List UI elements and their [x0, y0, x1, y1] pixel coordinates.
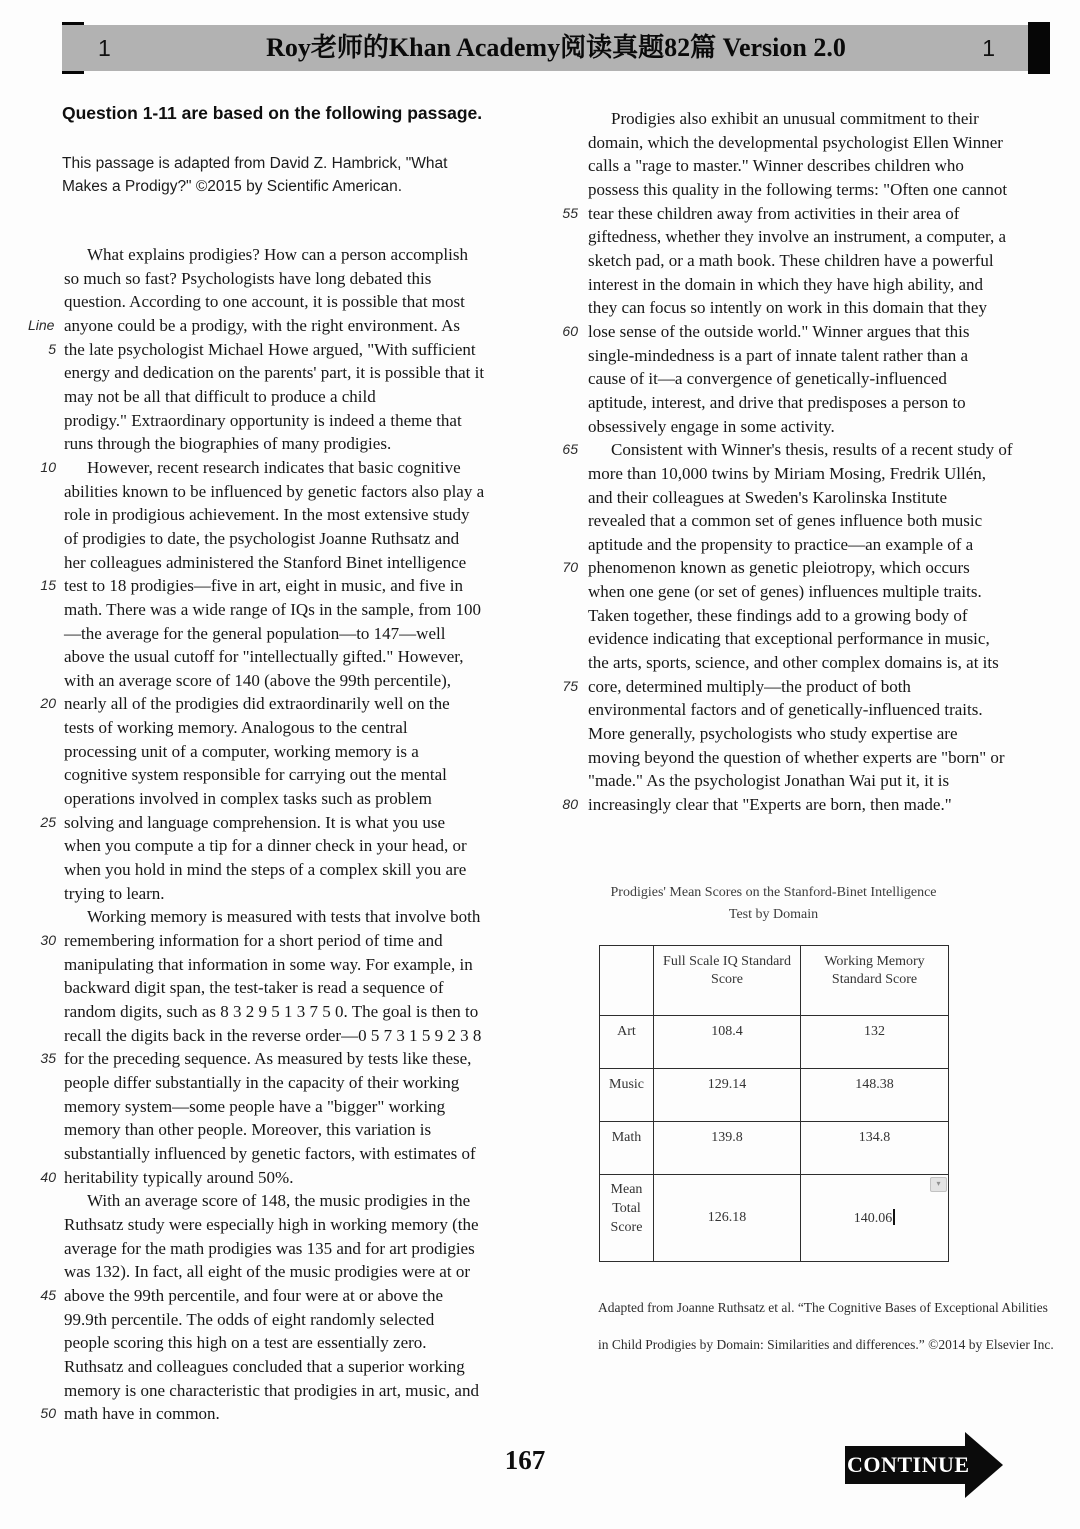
- line-number: [548, 296, 578, 320]
- table-cell-wm: 140.06: [801, 1175, 949, 1262]
- passage-line: [28, 1237, 484, 1261]
- line-number: 25: [40, 813, 56, 830]
- line-number: [548, 415, 578, 439]
- passage-line-text: substantially influenced by genetic factors, with estimates of: [64, 1143, 476, 1163]
- line-number: [28, 1095, 56, 1119]
- passage-line: [28, 622, 484, 646]
- line-number: [548, 225, 578, 249]
- passage-line: [28, 1189, 484, 1213]
- passage-line-text: trying to learn.: [64, 883, 165, 903]
- source-note: [62, 152, 447, 198]
- table-header-wm: Working Memory Standard Score: [801, 946, 949, 1016]
- line-number: [28, 1118, 56, 1142]
- passage-line-text: role in prodigious achievement. In the most extensive study: [64, 505, 470, 525]
- line-number: 70: [562, 559, 578, 576]
- passage-line: [28, 551, 484, 575]
- table-row-label: Art: [600, 1016, 654, 1069]
- passage-line: [28, 740, 484, 764]
- passage-line-text: domain, which the developmental psychologist Ellen Winner: [588, 132, 1003, 152]
- passage-line-text: With an average score of 148, the music prodigies in the: [87, 1191, 471, 1211]
- line-number: 45: [40, 1286, 56, 1303]
- line-number: [548, 249, 578, 273]
- line-number: 80: [562, 796, 578, 813]
- line-number: [28, 1331, 56, 1355]
- passage-line: [548, 486, 1013, 510]
- table-row: [600, 1122, 949, 1175]
- line-number: [28, 834, 56, 858]
- figure-caption-line: in Child Prodigies by Domain: Similarities and differences.” ©2014 by Elsevier Inc.: [598, 1337, 1054, 1352]
- table-cell-iq: 126.18: [654, 1175, 801, 1262]
- table-row: [600, 1016, 949, 1069]
- passage-line-text: However, recent research indicates that basic cognitive: [87, 457, 461, 477]
- passage-line-text: Prodigies also exhibit an unusual commitment to their: [611, 109, 979, 128]
- passage-line-text: anyone could be a prodigy, with the right environment. As: [64, 315, 460, 335]
- passage-line-text: when one gene (or set of genes) influences multiple traits.: [588, 582, 982, 602]
- line-number: [28, 953, 56, 977]
- passage-line: [28, 574, 484, 598]
- table-row-label: Music: [600, 1069, 654, 1122]
- passage-line-text: nearly all of the prodigies did extraordinarily well on the: [64, 694, 450, 714]
- document-title: Roy老师的Khan Academy阅读真题82篇 Version 2.0: [266, 33, 846, 62]
- passage-line: [548, 202, 1013, 226]
- continue-arrow-icon: [965, 1432, 1003, 1498]
- passage-line: [548, 769, 1013, 793]
- table-row: [600, 1069, 949, 1122]
- table-header-iq: Full Scale IQ Standard Score: [654, 946, 801, 1016]
- passage-line-text: above the usual cutoff for "intellectually gifted." However,: [64, 647, 464, 667]
- line-number: [548, 698, 578, 722]
- passage-line-text: Ruthsatz and colleagues concluded that a superior working: [64, 1356, 465, 1376]
- passage-line: [548, 107, 1013, 131]
- line-number: [548, 722, 578, 746]
- passage-line-text: the arts, sports, science, and other complex domains is, at its: [588, 653, 999, 673]
- line-number: 75: [562, 677, 578, 694]
- line-number: 55: [562, 204, 578, 221]
- passage-line: [28, 692, 484, 716]
- passage-line: [28, 456, 484, 480]
- passage-line: [28, 1260, 484, 1284]
- passage-line-text: average for the math prodigies was 135 and for art prodigies: [64, 1238, 475, 1258]
- line-number: [548, 344, 578, 368]
- passage-line: [28, 1071, 484, 1095]
- line-number: [28, 432, 56, 456]
- passage-line: [28, 645, 484, 669]
- passage-line-text: "made." As the psychologist Jonathan Wai put it, it is: [588, 771, 950, 791]
- passage-line: [548, 296, 1013, 320]
- line-number: 30: [40, 932, 56, 949]
- passage-line-text: people scoring this high on a test are essentially zero.: [64, 1333, 427, 1353]
- line-number: [28, 290, 56, 314]
- header-bar: [62, 25, 1050, 71]
- passage-line-text: heritability typically around 50%.: [64, 1167, 294, 1187]
- passage-line-text: increasingly clear that "Experts are born, then made.": [588, 795, 952, 815]
- line-number: 5: [48, 340, 56, 357]
- passage-line-text: moving beyond the question of whether experts are "born" or: [588, 747, 1005, 767]
- line-number: [28, 1308, 56, 1332]
- passage-line-text: question. According to one account, it is possible that most: [64, 292, 465, 312]
- line-number: 60: [562, 322, 578, 339]
- passage-line: [28, 480, 484, 504]
- passage-line-text: so much so fast? Psychologists have long debated this: [64, 268, 432, 288]
- passage-line: [548, 249, 1013, 273]
- line-number: [28, 503, 56, 527]
- passage-line: [548, 131, 1013, 155]
- passage-line-text: may not be all that difficult to produce a child: [64, 386, 376, 406]
- passage-line: [28, 361, 484, 385]
- source-note-line: This passage is adapted from David Z. Hambrick, "What: [62, 155, 448, 172]
- line-number: [548, 651, 578, 675]
- line-number: [548, 107, 578, 131]
- passage-line: [548, 556, 1013, 580]
- line-number: [28, 905, 56, 929]
- passage-line-text: solving and language comprehension. It is what you use: [64, 812, 446, 832]
- passage-line-text: when you compute a tip for a dinner check in your head, or: [64, 836, 467, 856]
- line-number: [548, 769, 578, 793]
- table-cell-iq: 129.14: [654, 1069, 801, 1122]
- line-number: [548, 178, 578, 202]
- passage-line: [28, 763, 484, 787]
- passage-line: [28, 290, 484, 314]
- line-number: [28, 1379, 56, 1403]
- passage-line-text: more than 10,000 twins by Miriam Mosing, Fredrik Ullén,: [588, 463, 987, 483]
- passage-line-text: her colleagues administered the Stanford Binet intelligence: [64, 552, 467, 572]
- line-number: 20: [40, 695, 56, 712]
- line-number: [548, 627, 578, 651]
- passage-line: [28, 669, 484, 693]
- line-number: [28, 716, 56, 740]
- line-number: [548, 509, 578, 533]
- passage-line-text: the late psychologist Michael Howe argued, "With sufficient: [64, 339, 476, 359]
- passage-line: [28, 243, 484, 267]
- passage-line: [28, 432, 484, 456]
- passage-line-text: when you hold in mind the steps of a complex skill you are: [64, 860, 467, 880]
- passage-line: [548, 793, 1013, 817]
- passage-line-text: recall the digits back in the reverse order—0 5 7 3 1 5 9 2 3 8: [64, 1025, 482, 1045]
- passage-line-text: for the preceding sequence. As measured by tests like these,: [64, 1049, 472, 1069]
- passage-line: [28, 834, 484, 858]
- passage-line: [28, 338, 484, 362]
- passage-line: [28, 716, 484, 740]
- passage-line: [548, 320, 1013, 344]
- line-number: [28, 787, 56, 811]
- passage-line-text: memory is one characteristic that prodigies in art, music, and: [64, 1380, 479, 1400]
- passage-line: [28, 409, 484, 433]
- line-number: [28, 1189, 56, 1213]
- passage-line-text: processing unit of a computer, working memory is a: [64, 741, 419, 761]
- passage-right-column: [548, 107, 1013, 817]
- figure-caption: [598, 1300, 1054, 1374]
- table-cell-wm: 134.8: [801, 1122, 949, 1175]
- passage-line-text: manipulating that information in some way. For example, in: [64, 954, 473, 974]
- passage-line: [548, 367, 1013, 391]
- line-number: [548, 131, 578, 155]
- figure-title: [599, 882, 948, 926]
- figure-title-line: Prodigies' Mean Scores on the Stanford-Binet Intelligence: [610, 885, 937, 900]
- passage-line: [548, 580, 1013, 604]
- passage-line-text: interest in the domain in which they have high ability, and: [588, 274, 984, 294]
- figure-caption-line: Adapted from Joanne Ruthsatz et al. “The Cognitive Bases of Exceptional Abilities: [598, 1300, 1048, 1315]
- line-number: [28, 1142, 56, 1166]
- passage-line: [548, 178, 1013, 202]
- line-number: [548, 604, 578, 628]
- passage-line: [548, 604, 1013, 628]
- line-number: 65: [562, 441, 578, 458]
- passage-line: [28, 1142, 484, 1166]
- line-number: Line: [28, 316, 55, 333]
- passage-line: [548, 225, 1013, 249]
- passage-line: [548, 273, 1013, 297]
- passage-line: [28, 905, 484, 929]
- figure-title-line: Test by Domain: [728, 907, 819, 922]
- passage-line: [28, 787, 484, 811]
- passage-line: [28, 503, 484, 527]
- table-row-label: Mean Total Score: [600, 1175, 654, 1262]
- line-number: 15: [40, 577, 56, 594]
- passage-line-text: Working memory is measured with tests that involve both: [87, 907, 481, 927]
- table-row-label: Math: [600, 1122, 654, 1175]
- passage-line-text: sketch pad, or a math book. These children have a powerful: [588, 250, 994, 270]
- passage-line-text: runs through the biographies of many prodigies.: [64, 434, 392, 454]
- passage-line: [548, 698, 1013, 722]
- line-number: [28, 622, 56, 646]
- passage-line-text: More generally, psychologists who study expertise are: [588, 724, 958, 744]
- passage-line: [28, 953, 484, 977]
- line-number: [28, 409, 56, 433]
- passage-line-text: evidence indicating that exceptional performance in music,: [588, 629, 990, 649]
- line-number: [28, 527, 56, 551]
- passage-line-text: Taken together, these findings add to a growing body of: [588, 605, 968, 625]
- passage-line: [28, 1166, 484, 1190]
- passage-line: [28, 1213, 484, 1237]
- passage-line: [28, 314, 484, 338]
- line-number: [548, 367, 578, 391]
- passage-line: [28, 1355, 484, 1379]
- line-number: [28, 598, 56, 622]
- line-number: [548, 533, 578, 557]
- passage-line: [28, 929, 484, 953]
- line-number: [28, 669, 56, 693]
- table-cell-wm: 132: [801, 1016, 949, 1069]
- line-number: 10: [40, 458, 56, 475]
- line-number: 40: [40, 1168, 56, 1185]
- passage-line-text: revealed that a common set of genes influence both music: [588, 511, 983, 531]
- line-number: [28, 1355, 56, 1379]
- line-number: [28, 551, 56, 575]
- line-number: [28, 267, 56, 291]
- line-number: [28, 1024, 56, 1048]
- passage-line: [548, 509, 1013, 533]
- passage-line-text: Consistent with Winner's thesis, results of a recent study of: [611, 440, 1013, 460]
- passage-line: [28, 882, 484, 906]
- table-header-empty: [600, 946, 654, 1016]
- page-number: 167: [504, 1445, 546, 1475]
- passage-line-text: of prodigies to date, the psychologist Joanne Ruthsatz and: [64, 528, 460, 548]
- passage-line-text: possess this quality in the following terms: "Often one cannot: [588, 179, 1008, 199]
- passage-line: [548, 627, 1013, 651]
- table-header-row: [600, 946, 949, 1016]
- passage-line-text: core, determined multiply—the product of both: [588, 676, 911, 696]
- table-cell-iq: 108.4: [654, 1016, 801, 1069]
- passage-line: [548, 438, 1013, 462]
- question-range-heading: Question 1-11 are based on the following passage.: [62, 103, 483, 123]
- passage-line: [548, 462, 1013, 486]
- passage-line-text: 99.9th percentile. The odds of eight randomly selected: [64, 1309, 435, 1329]
- header-page-number-right: 1: [982, 35, 995, 61]
- passage-line-text: memory than other people. Moreover, this variation is: [64, 1120, 432, 1140]
- source-note-line: Makes a Prodigy?" ©2015 by Scientific American.: [62, 178, 403, 195]
- passage-line-text: was 132). In fact, all eight of the music prodigies were at or: [64, 1262, 470, 1282]
- passage-line: [548, 415, 1013, 439]
- header-end-cap-right: [1028, 22, 1050, 74]
- passage-line-text: Ruthsatz study were especially high in working memory (the: [64, 1214, 479, 1234]
- line-number: 50: [40, 1405, 56, 1422]
- line-number: [548, 462, 578, 486]
- passage-left-column: [28, 243, 484, 1426]
- passage-line-text: single-mindedness is a part of innate talent rather than a: [588, 345, 969, 365]
- passage-line-text: operations involved in complex tasks such as problem: [64, 789, 432, 809]
- passage-line: [28, 598, 484, 622]
- passage-line: [28, 1331, 484, 1355]
- passage-line: [548, 533, 1013, 557]
- passage-line: [28, 1095, 484, 1119]
- passage-line-text: What explains prodigies? How can a person accomplish: [87, 245, 468, 264]
- passage-line: [28, 1284, 484, 1308]
- line-number: [28, 763, 56, 787]
- line-number: [28, 385, 56, 409]
- line-number: [28, 882, 56, 906]
- passage-line: [28, 267, 484, 291]
- passage-line: [548, 722, 1013, 746]
- passage-line-text: math have in common.: [64, 1404, 220, 1424]
- passage-line-text: aptitude and the propensity to practice—an example of a: [588, 534, 974, 554]
- passage-line-text: abilities known to be influenced by genetic factors also play a: [64, 481, 485, 501]
- passage-line: [548, 391, 1013, 415]
- passage-line-text: —the average for the general population—to 147—well: [64, 623, 446, 643]
- line-number: [28, 858, 56, 882]
- continue-label: CONTINUE: [847, 1452, 970, 1477]
- passage-line: [28, 858, 484, 882]
- passage-line-text: and their colleagues at Sweden's Karolinska Institute: [588, 487, 948, 507]
- passage-line-text: phenomenon known as genetic pleiotropy, which occurs: [588, 558, 970, 578]
- line-number: [548, 486, 578, 510]
- passage-line-text: backward digit span, the test-taker is read a sequence of: [64, 978, 444, 998]
- passage-line-text: prodigy." Extraordinary opportunity is indeed a theme that: [64, 410, 462, 430]
- passage-line-text: test to 18 prodigies—five in art, eight in music, and five in: [64, 576, 463, 596]
- passage-line-text: giftedness, whether they involve an instrument, a computer, a: [588, 227, 1007, 247]
- passage-line-text: people differ substantially in the capacity of their working: [64, 1072, 460, 1092]
- line-number: [548, 580, 578, 604]
- passage-line: [28, 1402, 484, 1426]
- passage-line: [28, 811, 484, 835]
- passage-line-text: random digits, such as 8 3 2 9 5 1 3 7 5 0. The goal is then to: [64, 1002, 479, 1021]
- line-number: 35: [40, 1050, 56, 1067]
- line-number: [28, 361, 56, 385]
- line-number: [28, 740, 56, 764]
- passage-line-text: remembering information for a short period of time and: [64, 931, 443, 951]
- table-cell-wm: 148.38: [801, 1069, 949, 1122]
- passage-line: [28, 1024, 484, 1048]
- text-cursor: [893, 1209, 895, 1225]
- table-cell-iq: 139.8: [654, 1122, 801, 1175]
- passage-line: [548, 651, 1013, 675]
- continue-button[interactable]: [845, 1432, 1005, 1498]
- passage-line-text: they can focus so intently on work in this domain that they: [588, 298, 987, 318]
- line-number: [28, 1213, 56, 1237]
- score-table: [599, 945, 949, 1262]
- passage-line-text: memory system—some people have a "bigger" working: [64, 1096, 446, 1116]
- passage-line: [28, 385, 484, 409]
- passage-line-text: environmental factors and of genetically-influenced traits.: [588, 700, 983, 720]
- line-number: [28, 1260, 56, 1284]
- passage-line-text: cognitive system responsible for carrying out the mental: [64, 765, 447, 785]
- passage-line-text: energy and dedication on the parents' part, it is possible that it: [64, 363, 485, 383]
- passage-line: [28, 1047, 484, 1071]
- line-number: [28, 480, 56, 504]
- passage-line: [548, 675, 1013, 699]
- line-number: [548, 154, 578, 178]
- line-number: [28, 243, 56, 267]
- line-number: [548, 273, 578, 297]
- dropdown-icon[interactable]: ▾: [930, 1177, 947, 1192]
- passage-line: [28, 1379, 484, 1403]
- line-number: [28, 1237, 56, 1261]
- header-page-number-left: 1: [98, 35, 111, 61]
- line-number: [28, 645, 56, 669]
- passage-line-text: tests of working memory. Analogous to the central: [64, 718, 408, 738]
- line-number: [28, 1071, 56, 1095]
- passage-line: [28, 1118, 484, 1142]
- passage-line-text: calls a "rage to master." Winner describes children who: [588, 156, 964, 176]
- passage-line: [548, 746, 1013, 770]
- line-number: [28, 1000, 56, 1024]
- passage-line-text: above the 99th percentile, and four were at or above the: [64, 1285, 444, 1305]
- passage-line: [28, 976, 484, 1000]
- passage-line: [548, 344, 1013, 368]
- table-row: [600, 1175, 949, 1262]
- passage-line: [28, 1308, 484, 1332]
- passage-line-text: with an average score of 140 (above the 99th percentile),: [64, 670, 452, 690]
- passage-line-text: cause of it—a convergence of genetically-influenced: [588, 369, 947, 389]
- passage-line-text: tear these children away from activities in their area of: [588, 203, 960, 223]
- passage-line-text: math. There was a wide range of IQs in the sample, from 100: [64, 599, 482, 619]
- line-number: [548, 746, 578, 770]
- passage-line-text: lose sense of the outside world." Winner argues that this: [588, 321, 970, 341]
- line-number: [28, 976, 56, 1000]
- passage-line-text: aptitude, interest, and drive that predisposes a person to: [588, 392, 966, 412]
- line-number: [548, 391, 578, 415]
- passage-line: [548, 154, 1013, 178]
- passage-line: [28, 1000, 484, 1024]
- passage-line: [28, 527, 484, 551]
- passage-line-text: obsessively engage in some activity.: [588, 416, 835, 436]
